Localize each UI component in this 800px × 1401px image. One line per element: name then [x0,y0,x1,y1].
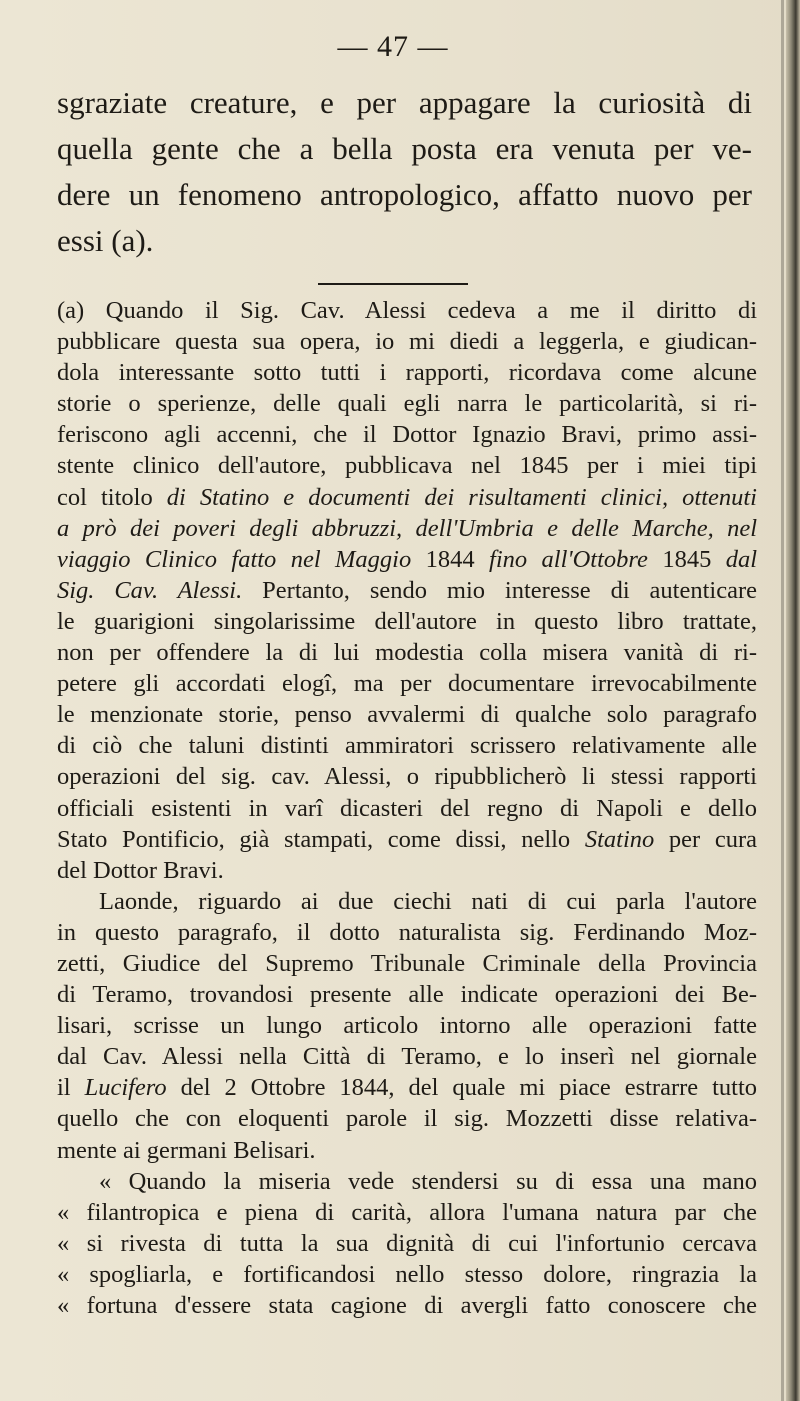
footnote-text: del 2 Ottobre 1844, del quale mi piace estrarre tutto [180,1074,758,1102]
page-number: — 47 — [337,30,449,63]
footnote-line: del Dottor Bravi. [57,856,224,884]
main-line: quella gente che a bella posta era venuta per ve- [57,131,752,166]
footnote-line: dal Cav. Alessi nella Città di Teramo, e lo inserì nel giornale [57,1043,757,1071]
footnote-divider [318,283,468,285]
footnote-line [57,1072,757,1103]
footnote-line: lisari, scrisse un lungo articolo intorno alle operazioni fatte [57,1012,757,1040]
footnote-year: 1845 [662,545,712,573]
footnote [57,295,757,1321]
footnote-text: Stato Pontificio, già stampati, come dissi, nello [57,825,571,853]
page-binding-edge [786,0,800,1401]
footnote-italic-text: Statino [584,825,655,853]
main-line: dere un fenomeno antropologico, affatto nuovo per [57,177,752,212]
main-text [57,80,752,264]
footnote-line: mente ai germani Belisari. [57,1136,316,1164]
footnote-line: Laonde, riguardo ai due ciechi nati di cui parla l'autore [99,887,757,915]
footnote-line [57,824,757,855]
footnote-line: stente clinico dell'autore, pubblicava nel 1845 per i miei tipi [57,452,757,480]
footnote-line: di ciò che taluni distinti ammiratori scrissero relativamente alle [57,732,757,760]
page-gutter-shadow [781,0,784,1401]
footnote-italic-title: di Statino e documenti dei risultamenti clinici, ottenuti [166,483,757,511]
footnote-line [57,544,757,575]
footnote-line: in questo paragrafo, il dotto naturalista sig. Ferdinando Moz- [57,918,757,946]
footnote-line: di Teramo, trovandosi presente alle indicate operazioni dei Be- [57,981,757,1009]
footnote-line: le menzionate storie, penso avvalermi di qualche solo paragrafo [57,701,757,729]
footnote-line: le guarigioni singolarissime dell'autore in questo libro trattate, [57,607,757,635]
footnote-italic-text: Sig. Cav. Alessi. [57,576,243,604]
footnote-line: (a) Quando il Sig. Cav. Alessi cedeva a me il diritto di [57,297,757,324]
footnote-italic-text: viaggio Clinico fatto nel Maggio [57,545,412,573]
footnote-line: « spogliarla, e fortificandosi nello stesso dolore, ringrazia la [57,1260,757,1288]
footnote-line: a prò dei poveri degli abbruzzi, dell'Umbria e delle Marche, nel [57,514,757,542]
footnote-italic-text: dal [725,545,758,573]
footnote-line: operazioni del sig. cav. Alessi, o ripubblicherò li stessi rapporti [57,763,757,791]
footnote-line: « Quando la miseria vede stendersi su di essa una mano [99,1167,757,1195]
footnote-line: dola interessante sotto tutti i rapporti, ricordava come alcune [57,359,757,387]
footnote-italic-text: Lucifero [84,1074,167,1102]
footnote-text: il [57,1074,71,1102]
footnote-text: Pertanto, sendo mio interesse di autenticare [262,576,757,604]
footnote-italic-text: fino all'Ottobre [489,545,648,573]
footnote-text: per cura [668,825,758,853]
main-line: sgraziate creature, e per appagare la curiosità di [57,85,752,120]
footnote-year: 1844 [425,545,475,573]
footnote-line: « si rivesta di tutta la sua dignità di cui l'infortunio cercava [57,1229,757,1257]
footnote-line: feriscono agli accenni, che il Dottor Ignazio Bravi, primo assi- [57,421,757,449]
footnote-line: pubblicare questa sua opera, io mi diedi a leggerla, e giudican- [57,328,757,356]
footnote-line: storie o sperienze, delle quali egli narra le particolarità, si ri- [57,390,757,418]
footnote-line: officiali esistenti in varî dicasteri del regno di Napoli e dello [57,794,757,822]
footnote-line: petere gli accordati elogî, ma per documentare irrevocabilmente [57,670,757,698]
footnote-line: « filantropica e piena di carità, allora l'umana natura par che [57,1198,757,1226]
footnote-line: quello che con eloquenti parole il sig. Mozzetti disse relativa- [57,1105,757,1133]
footnote-text: col titolo [57,483,153,511]
main-line: essi (a). [57,223,154,258]
footnote-line: « fortuna d'essere stata cagione di avergli fatto conoscere che [57,1292,757,1319]
footnote-line: zetti, Giudice del Supremo Tribunale Criminale della Provincia [57,949,757,977]
footnote-line [57,575,757,606]
footnote-line: non per offendere la di lui modestia colla misera vanità di ri- [57,639,757,667]
footnote-line [57,482,757,513]
